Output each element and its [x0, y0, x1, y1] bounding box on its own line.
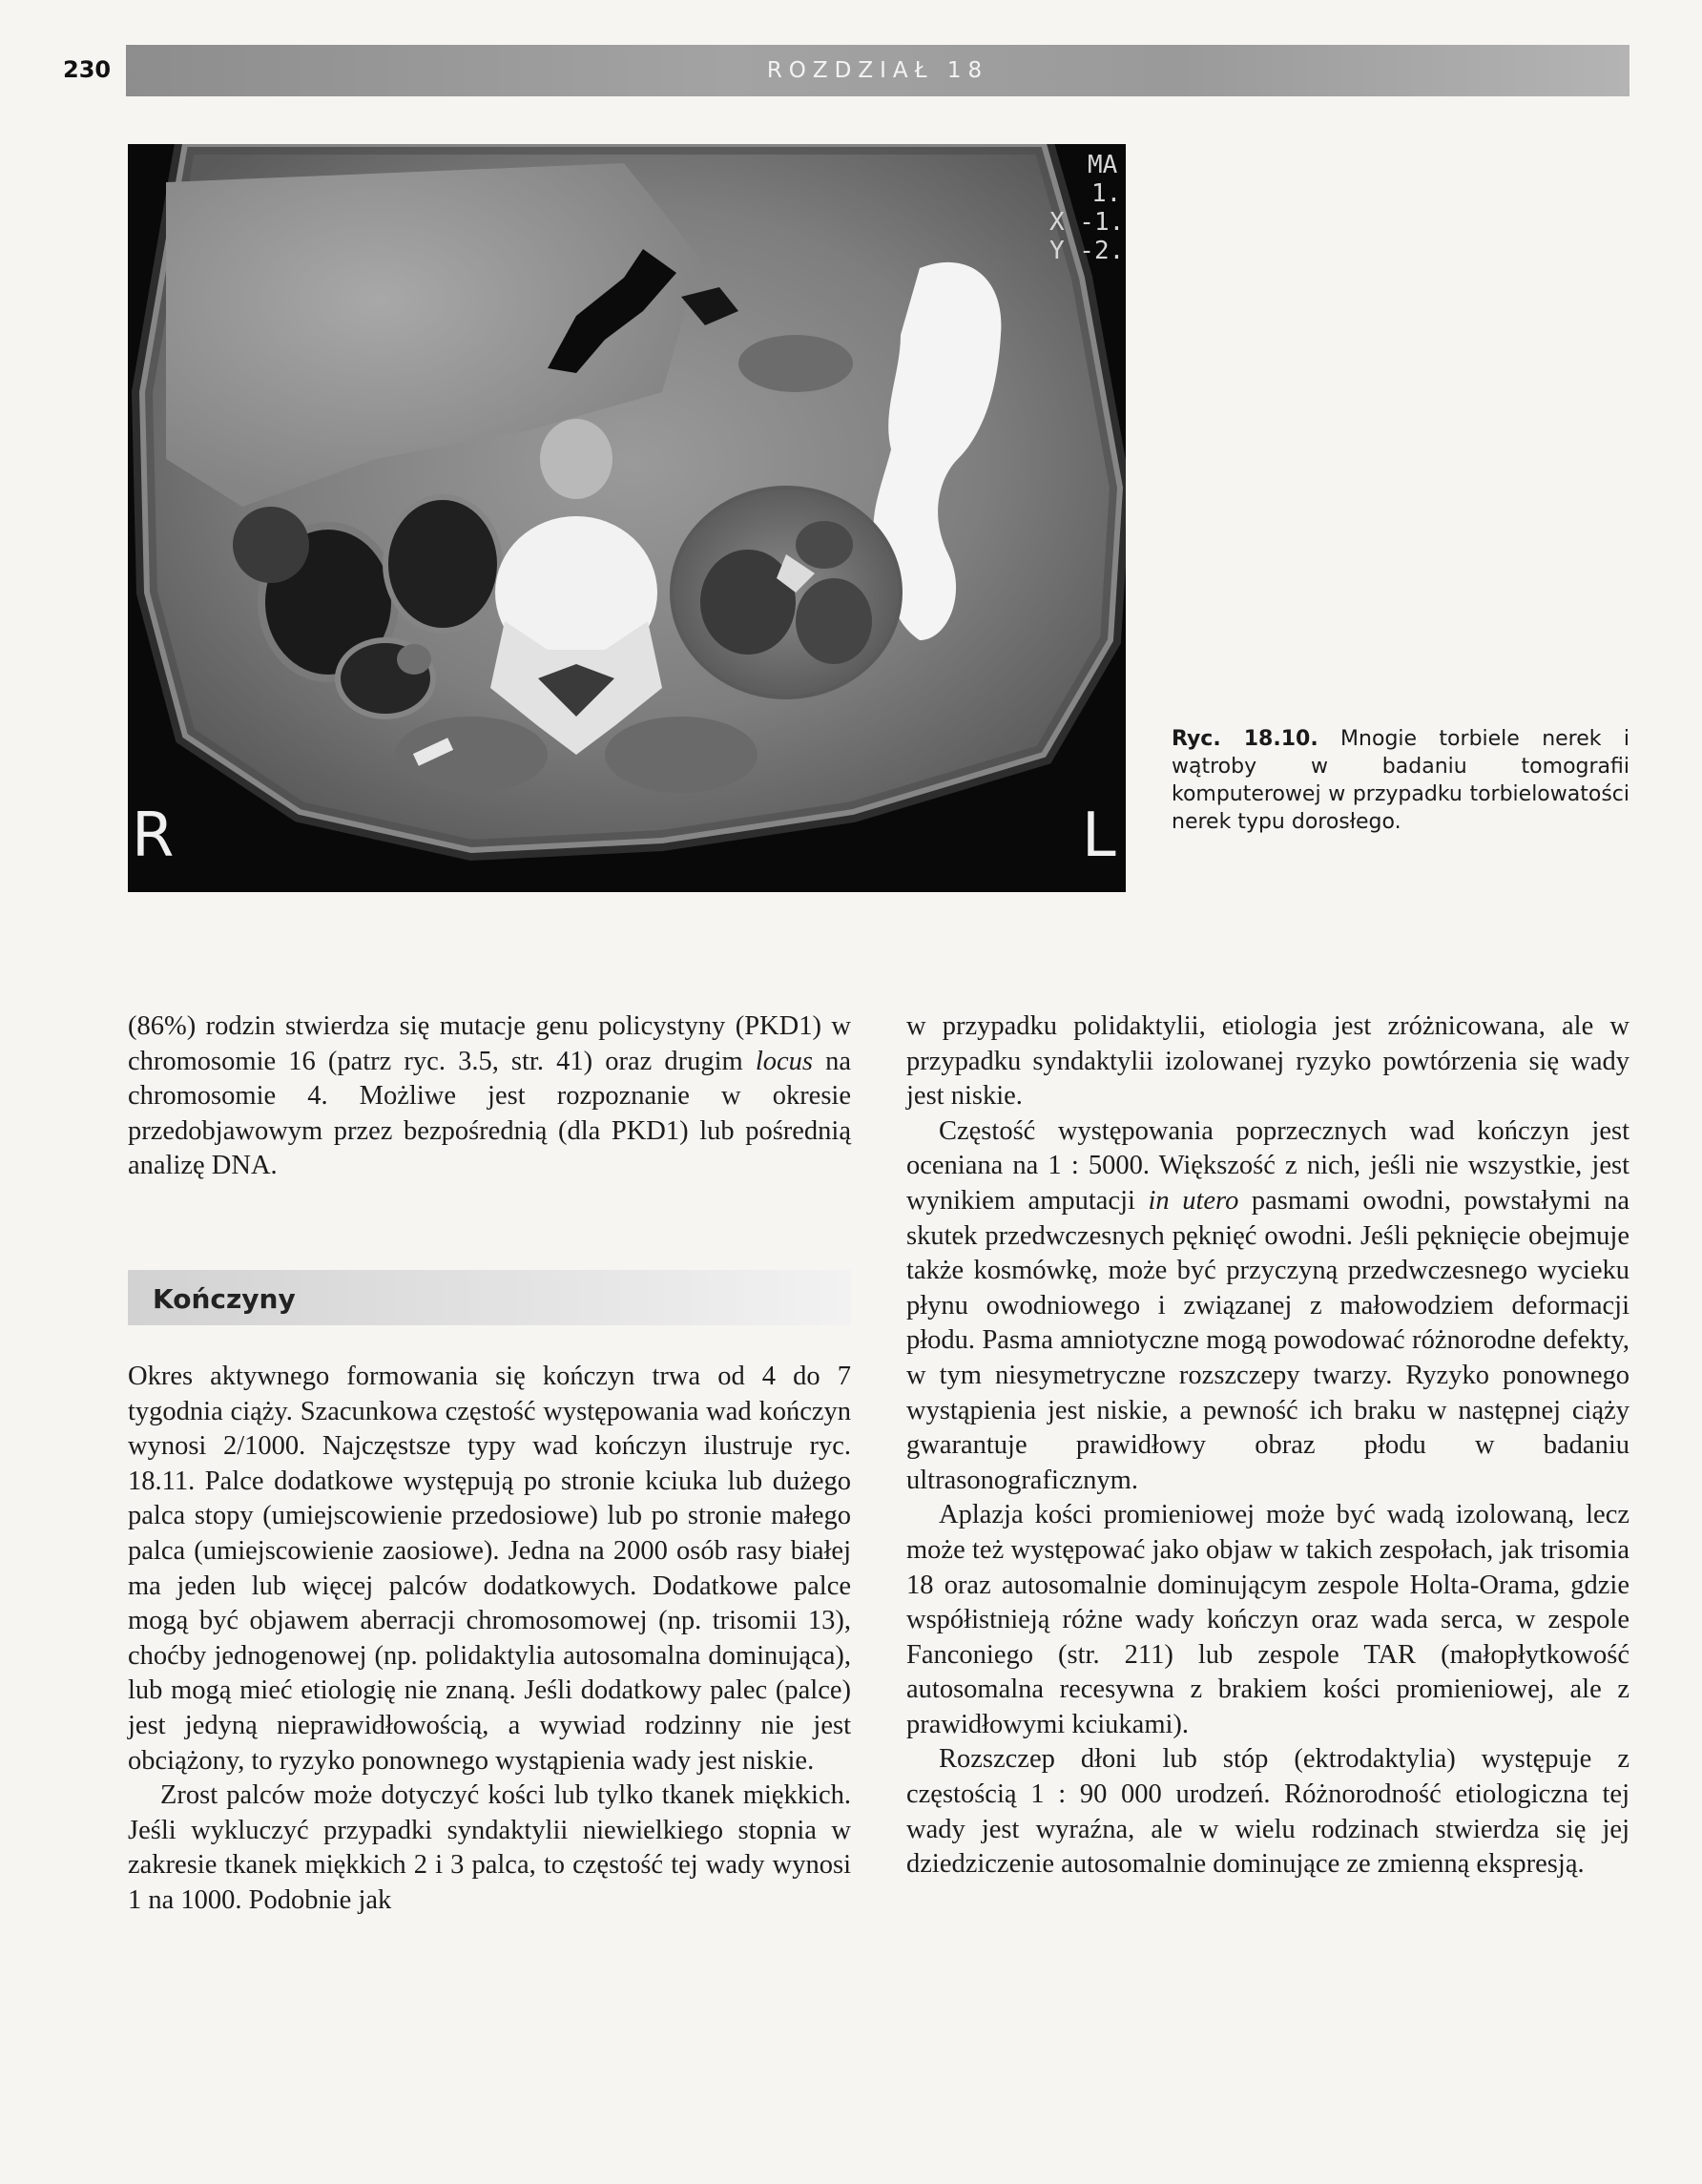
right-column	[906, 1009, 1629, 1882]
section-heading: Kończyny	[153, 1283, 296, 1315]
ct-scan-figure	[128, 144, 1126, 892]
paragraph-text: Częstość występowania poprzecznych wad kończyn jest oceniana na 1 : 5000. Większość z nich, jeśli nie wszystkie, jest wynikiem amputacji	[906, 1115, 1629, 1216]
left-column-lower	[128, 1360, 851, 1919]
ct-overlay-line: X -1.	[1049, 208, 1125, 237]
intro-text: na chromosomie 4. Możliwe jest rozpoznanie w okresie przedobjawowym przez bezpośrednią (dla PKD1) lub pośrednią analizę DNA.	[128, 1046, 851, 1181]
body-paragraph: Rozszczep dłoni lub stóp (ektrodaktylia) występuje z częstością 1 : 90 000 urodzeń. Różnorodność etiologiczna tej wady jest wyraźna, ale w wielu rodzinach stwierdza się jej dziedziczenie autosomalnie dominujące ze zmienną ekspresją.	[906, 1744, 1629, 1880]
aorta	[540, 419, 612, 499]
intro-paragraph	[128, 1009, 851, 1184]
ct-overlay-line: MA	[1088, 151, 1118, 179]
ct-marker-left: L	[1082, 801, 1116, 871]
body-paragraph: Zrost palców może dotyczyć kości lub tylko tkanek miękkich. Jeśli wykluczyć przypadki syndaktylii niewielkiego stopnia w zakresie tkanek miękkich 2 i 3 palca, to częstość tej wady wynosi 1 na 1000. Podobnie jak	[128, 1780, 851, 1915]
body-paragraph: w przypadku polidaktylii, etiologia jest zróżnicowana, ale w przypadku syndaktylii izolowanej ryzyko powtórzenia się wady jest niskie.	[906, 1011, 1629, 1112]
paragraph-text: pasmami owodni, powstałymi na skutek przedwczesnych pęknięć owodni. Jeśli pęknięcie obejmuje także kosmówkę, może być przyczyną przedwczesnego wycieku płynu owodniowego i związanej z małowodziem deformacji płodu. Pasma amniotyczne mogą powodować różnorodne defekty, w tym niesymetryczne rozszczepy twarzy. Ryzyko ponownego wystąpienia jest niskie, a pewność ich braku w następnej ciąży gwarantuje prawidłowy obraz płodu w badaniu ultrasonograficznym.	[906, 1185, 1629, 1495]
figure-caption	[1172, 725, 1629, 836]
ct-marker-right: R	[132, 801, 175, 871]
ct-overlay-line: 1.	[1091, 179, 1122, 208]
body-paragraph: Aplazja kości promieniowej może być wadą izolowaną, lecz może też występować jako objaw w takich zespołach, jak trisomia 18 oraz autosomalnie dominującym zespole Holta-Orama, gdzie współistnieją różne wady kończyn oraz wada serca, w zespole Fanconiego (str. 211) lub zespole TAR (małopłytkowość autosomalna recesywna z brakiem kości promieniowej, ale z prawidłowymi kciukami).	[906, 1500, 1629, 1739]
figure-caption-text: Mnogie torbiele nerek i wątroby w badaniu tomografii komputerowej w przypadku torbielowatości nerek typu dorosłego.	[1172, 727, 1630, 834]
chapter-title: ROZDZIAŁ 18	[766, 58, 989, 83]
intro-italic: locus	[755, 1046, 813, 1076]
ct-overlay-line: Y -2.	[1049, 237, 1125, 265]
paragraph-italic: in utero	[1148, 1185, 1239, 1216]
chapter-header-bar	[126, 45, 1629, 96]
body-paragraph: Okres aktywnego formowania się kończyn trwa od 4 do 7 tygodnia ciąży. Szacunkowa częstość występowania wad kończyn wynosi 2/1000. Najczęstsze typy wad kończyn ilustruje ryc. 18.11. Palce dodatkowe występują po stronie kciuka lub dużego palca stopy (umiejscowienie przedosiowe) lub po stronie małego palca (umiejscowienie zaosiowe). Jedna na 2000 osób rasy białej ma jeden lub więcej palców dodatkowych. Dodatkowe palce mogą być objawem aberracji chromosomowej (np. trisomii 13), choćby jednogenowej (np. polidaktylia autosomalna dominująca), lub mogą mieć etiologię nie znaną. Jeśli dodatkowy palec (palce) jest jedyną nieprawidłowością, a wywiad rodzinny nie jest obciążony, to ryzyko ponownego wystąpienia wady jest niskie.	[128, 1362, 851, 1776]
ct-scan-image	[128, 144, 1126, 892]
body-paragraph	[906, 1114, 1629, 1499]
figure-caption-label: Ryc. 18.10.	[1172, 727, 1318, 751]
left-column	[128, 1009, 851, 1184]
page-number: 230	[63, 56, 112, 83]
intro-text: (86%) rodzin stwierdza się mutacje genu policystyny (PKD1) w chromosomie 16 (patrz ryc. 3.5, str. 41) oraz drugim	[128, 1011, 851, 1076]
